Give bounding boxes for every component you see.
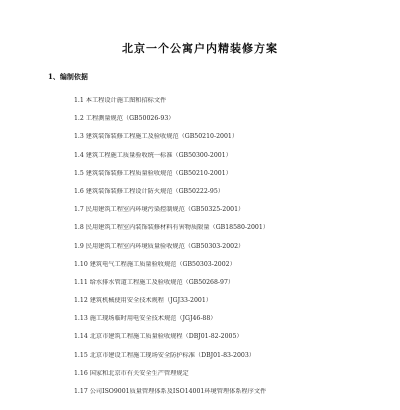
list-item: 1.15 北京市建设工程施工现场安全防护标准（DBJ01-83-2003） <box>74 351 255 359</box>
list-item: 1.7 民用建筑工程室内环境污染控制规范（GB50325-2001） <box>74 206 245 214</box>
list-item: 1.5 建筑装饰装修工程质量验收规范（GB50210-2001） <box>74 169 232 177</box>
list-item: 1.1 本工程设计施工图和招标文件 <box>74 97 167 104</box>
list-item: 1.13 施工现场临时用电安全技术规范（JGJ46-88） <box>74 315 217 323</box>
list-item: 1.16 国家和北京市有关安全生产管理规定 <box>74 369 189 377</box>
list-item: 1.3 建筑装饰装修工程施工及验收规范（GB50210-2001） <box>74 133 239 141</box>
list-item: 1.4 建筑工程施工质量验收统一标准（GB50300-2001） <box>74 151 232 159</box>
list-item: 1.17 公司ISO9001质量管理体系及ISO14001环境管理体系程序文件 <box>74 388 267 395</box>
list-item: 1.6 建筑装饰装修工程设计防火规范（GB50222-95） <box>74 187 224 195</box>
list-item: 1.14 北京市建筑工程施工质量验收规程（DBJ01-82-2005） <box>74 333 243 341</box>
list-item: 1.9 民用建筑工程室内环境质量验收规范（GB50303-2002） <box>74 242 245 250</box>
list-item: 1.2 工程测量规范（GB50026-93） <box>74 115 175 123</box>
list-item: 1.11 给水排水管道工程施工及验收规范（GB50268-97） <box>74 278 235 286</box>
list-item: 1.12 建筑机械使用安全技术规程（JGJ33-2001） <box>74 297 212 305</box>
list-item: 1.8 民用建筑工程室内装饰装修材料有害物质限量（GB18580-2001） <box>74 224 269 232</box>
document-title: 北京一个公寓户内精装修方案 <box>122 42 278 55</box>
list-item: 1.10 建筑电气工程施工质量验收规范（GB50303-2002） <box>74 260 236 268</box>
section-heading: 1、编制依据 <box>48 72 88 81</box>
basis-list <box>74 97 394 406</box>
